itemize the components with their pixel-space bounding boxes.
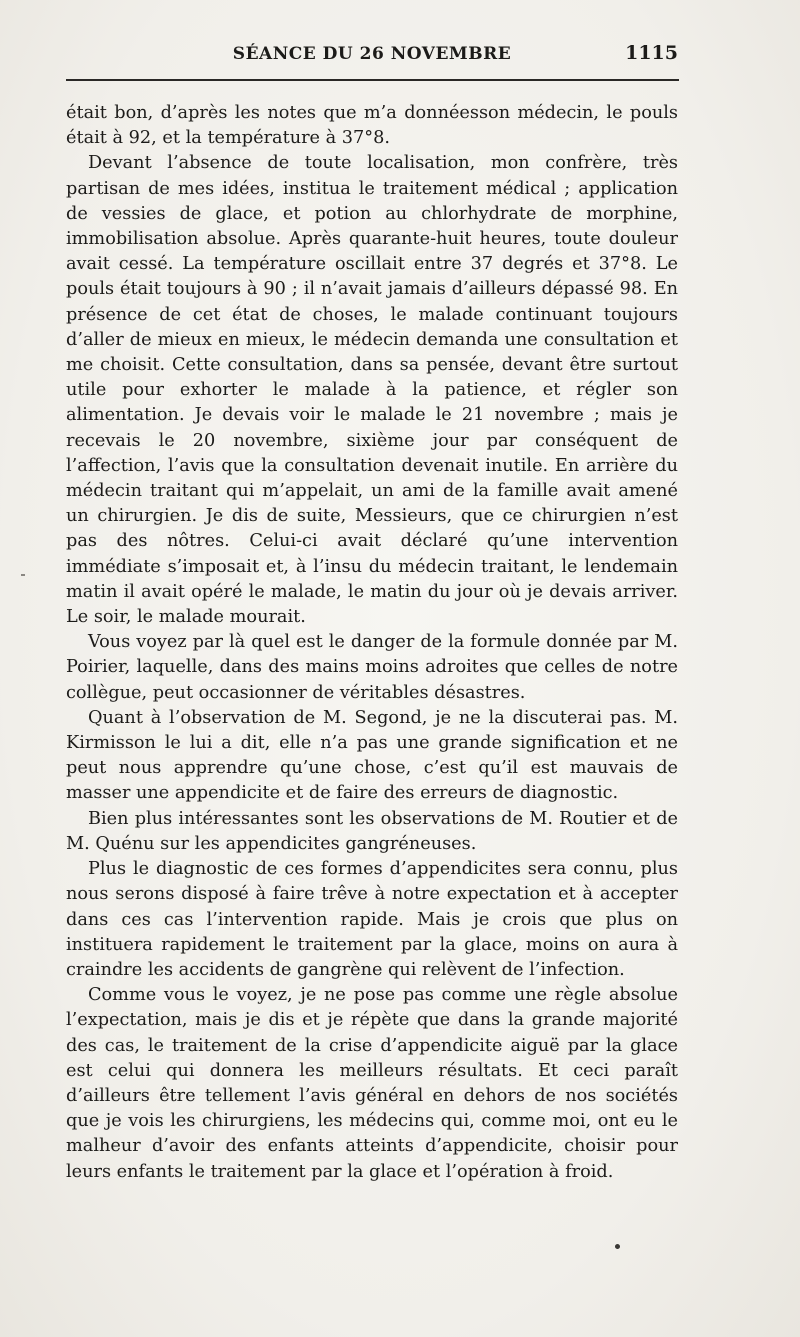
- body-text: [66, 101, 678, 1185]
- ink-speck: [614, 1243, 621, 1250]
- page-number: 1115: [625, 42, 678, 64]
- margin-mark: [21, 574, 25, 576]
- paragraph-routier-quenu: Bien plus intéressantes sont les observations de M. Routier et de M. Quénu sur les appendicites gangréneuses.: [66, 808, 678, 854]
- paragraph-case-narrative: Devant l’absence de toute localisation, mon confrère, très partisan de mes idées, institua le traitement médical ; application de vessies de glace, et potion au chlorhydrate de morphine, immobilisation absolue. Après quarante-huit heures, toute douleur avait cessé. La température oscillait entre 37 degrés et 37°8. Le pouls était toujours à 90 ; il n’avait jamais d’ailleurs dépassé 98. En présence de cet état de choses, le malade continuant toujours d’aller de mieux en mieux, le médecin demanda une consultation et me choisit. Cette consultation, dans sa pensée, devant être surtout utile pour exhorter le malade à la patience, et régler son alimentation. Je devais voir le malade le 21 novembre ; mais je recevais le 20 novembre, sixième jour par conséquent de l’affection, l’avis que la consultation devenait inutile. En arrière du médecin traitant qui m’appelait, un ami de la famille avait amené un chirurgien. Je dis de suite, Messieurs, que ce chirurgien n’est pas des nôtres. Celui-ci avait déclaré qu’une intervention immédiate s’imposait et, à l’insu du médecin traitant, le lendemain matin il avait opéré le malade, le matin du jour où je devais arriver. Le soir, le malade mourait.: [66, 153, 678, 628]
- paragraph-segond-observation: Quant à l’observation de M. Segond, je ne la discuterai pas. M. Kirmisson le lui a dit, elle n’a pas une grande signification et ne peut nous apprendre qu’une chose, c’est qu’il est mauvais de masser une appendicite et de faire des erreurs de diagnostic.: [66, 707, 678, 804]
- page-header: [66, 40, 678, 72]
- paragraph-continued: était bon, d’après les notes que m’a donnéesson médecin, le pouls était à 92, et la température à 37°8.: [66, 103, 678, 149]
- paragraph-gangrenous-forms: Plus le diagnostic de ces formes d’appendicites sera connu, plus nous serons disposé à faire trêve à notre expectation et à accepter dans ces cas l’intervention rapide. Mais je crois que plus on instituera rapidement le traitement par la glace, moins on aura à craindre les accidents de gangrène qui relèvent de l’infection.: [66, 859, 678, 980]
- header-rule: [66, 79, 679, 81]
- paragraph-poirier-formula: Vous voyez par là quel est le danger de la formule donnée par M. Poirier, laquelle, dans des mains moins adroites que celles de notre collègue, peut occasionner de véritables désastres.: [66, 632, 678, 703]
- paragraph-conclusion: Comme vous le voyez, je ne pose pas comme une règle absolue l’expectation, mais je dis et je répète que dans la grande majorité des cas, le traitement de la crise d’appendicite aiguë par la glace est celui qui donnera les meilleurs résultats. Et ceci paraît d’ailleurs être tellement l’avis général en dehors de nos sociétés que je vois les chirurgiens, les médecins qui, comme moi, ont eu le malheur d’avoir des enfants atteints d’appendicite, choisir pour leurs enfants le traitement par la glace et l’opération à froid.: [66, 985, 678, 1182]
- running-title: SÉANCE DU 26 NOVEMBRE: [232, 44, 512, 64]
